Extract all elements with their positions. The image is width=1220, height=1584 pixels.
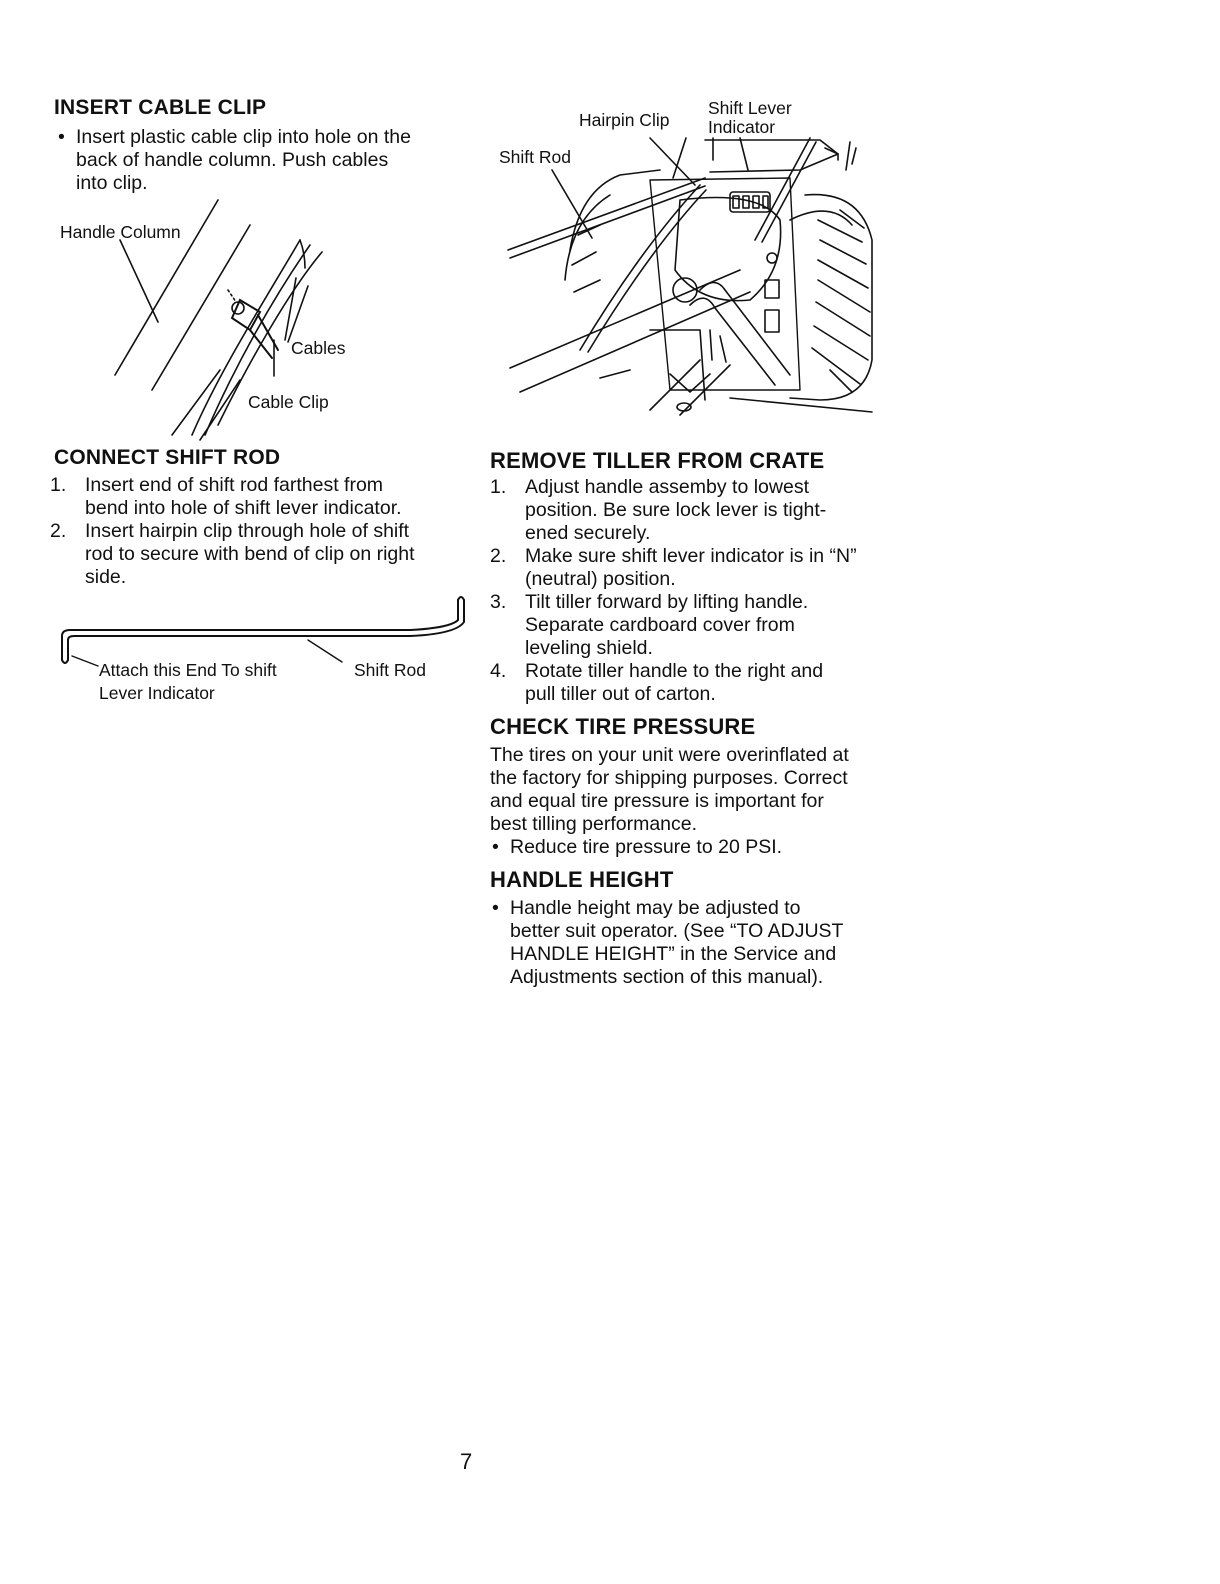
connect-shift-rod-heading: CONNECT SHIFT ROD — [54, 446, 281, 469]
text-line: pull tiller out of carton. — [525, 683, 716, 705]
bullet-icon: • — [492, 897, 499, 919]
shift-rod-label: Shift Rod — [354, 660, 426, 680]
text-line: Insert plastic cable clip into hole on the — [76, 126, 411, 148]
tiller-drawing — [500, 130, 880, 420]
step-number: 2. — [490, 545, 507, 567]
list-item — [490, 660, 910, 706]
bullet-icon: • — [58, 126, 65, 148]
list-item — [490, 545, 910, 591]
text-line: rod to secure with bend of clip on right — [85, 543, 415, 565]
remove-tiller-steps — [490, 476, 910, 706]
list-item — [490, 591, 910, 660]
shift-lever-label: Shift Lever — [708, 98, 792, 118]
text-line: leveling shield. — [525, 637, 653, 659]
text-line: Adjust handle assemby to lowest — [525, 476, 809, 498]
list-item — [50, 474, 480, 520]
step-number: 4. — [490, 660, 507, 682]
text-line: ened securely. — [525, 522, 651, 544]
text-line: The tires on your unit were overinflated at — [490, 744, 849, 766]
text-line: Rotate tiller handle to the right and — [525, 660, 824, 682]
bullet-icon: • — [492, 836, 499, 858]
text-line: best tilling performance. — [490, 813, 698, 835]
hairpin-clip-label: Hairpin Clip — [579, 110, 670, 130]
handle-height-text — [490, 897, 910, 989]
text-line: back of handle column. Push cables — [76, 149, 389, 171]
check-tire-pressure-text — [490, 744, 910, 859]
text-line: Handle height may be adjusted to — [510, 897, 801, 919]
text-line: position. Be sure lock lever is tight- — [525, 499, 827, 521]
text-line: side. — [85, 566, 127, 588]
list-item — [490, 836, 910, 859]
cable-clip-label: Cable Clip — [248, 392, 329, 412]
handle-height-heading: HANDLE HEIGHT — [490, 867, 674, 892]
step-number: 3. — [490, 591, 507, 613]
list-item — [490, 476, 910, 545]
step-number: 1. — [490, 476, 507, 498]
text-line: the factory for shipping purposes. Correct — [490, 767, 848, 789]
connect-shift-rod-steps — [50, 474, 480, 589]
list-item — [56, 126, 476, 195]
text-line: into clip. — [76, 172, 148, 194]
shift-lever-indicator-label: Indicator — [708, 117, 776, 137]
check-tire-pressure-heading: CHECK TIRE PRESSURE — [490, 714, 756, 739]
text-line: Insert end of shift rod farthest from — [85, 474, 384, 496]
insert-cable-clip-heading: INSERT CABLE CLIP — [54, 96, 267, 119]
text-line: (neutral) position. — [525, 568, 676, 590]
text-line: and equal tire pressure is important for — [490, 790, 824, 812]
insert-cable-clip-text — [56, 126, 476, 195]
text-line: bend into hole of shift lever indicator. — [85, 497, 402, 519]
step-number: 2. — [50, 520, 67, 542]
attach-end-label-2: Lever Indicator — [99, 683, 215, 703]
text-line: Insert hairpin clip through hole of shift — [85, 520, 410, 542]
text-line: Separate cardboard cover from — [525, 614, 795, 636]
text-line: Adjustments section of this manual). — [510, 966, 824, 988]
cables-label: Cables — [291, 338, 346, 358]
text-line: Tilt tiller forward by lifting handle. — [525, 591, 809, 613]
page-number: 7 — [460, 1449, 473, 1474]
remove-tiller-heading: REMOVE TILLER FROM CRATE — [490, 448, 825, 473]
list-item — [50, 520, 480, 589]
step-number: 1. — [50, 474, 67, 496]
text-line: Make sure shift lever indicator is in “N” — [525, 545, 857, 567]
text-line: HANDLE HEIGHT” in the Service and — [510, 943, 837, 965]
text-line: better suit operator. (See “TO ADJUST — [510, 920, 844, 942]
handle-column-label: Handle Column — [60, 222, 181, 242]
attach-end-label: Attach this End To shift — [99, 660, 277, 680]
shift-rod-label: Shift Rod — [499, 147, 571, 167]
shift-rod-drawing — [40, 590, 480, 670]
text-line: Reduce tire pressure to 20 PSI. — [510, 836, 783, 858]
list-item — [490, 897, 910, 989]
